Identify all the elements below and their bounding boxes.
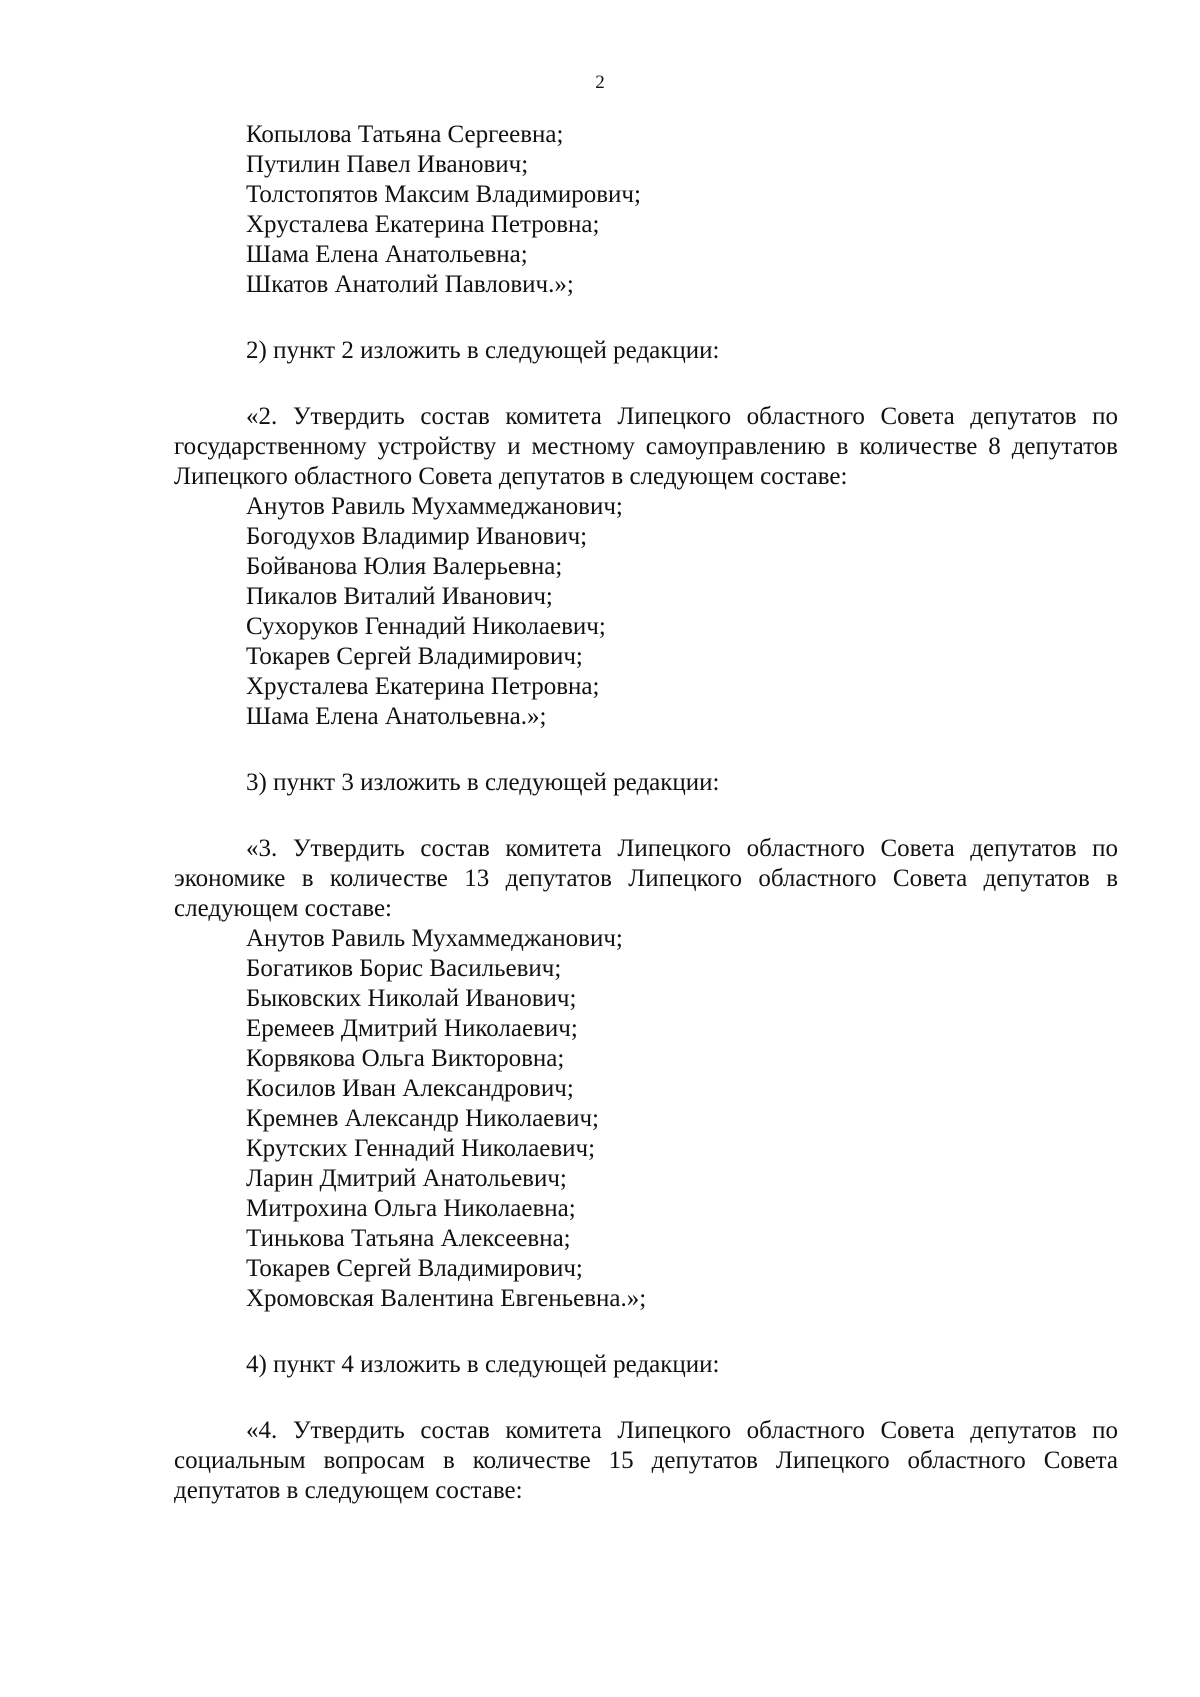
list-item: Косилов Иван Александрович; [246, 1075, 574, 1102]
list-item: Богодухов Владимир Иванович; [246, 523, 588, 550]
list-item: Тинькова Татьяна Алексеевна; [246, 1225, 571, 1252]
list-item: Анутов Равиль Мухаммеджанович; [246, 493, 623, 520]
paragraph-committee-4: «4. Утвердить состав комитета Липецкого областного Совета депутатов по социальным вопросам в количестве 15 депутатов Липецкого областного Совета депутатов в следующем составе: [174, 1417, 1118, 1504]
list-item: Митрохина Ольга Николаевна; [246, 1195, 576, 1222]
list-item: Богатиков Борис Васильевич; [246, 955, 562, 982]
paragraph-committee-3: «3. Утвердить состав комитета Липецкого областного Совета депутатов по экономике в количестве 13 депутатов Липецкого областного Совета депутатов в следующем составе: [174, 835, 1118, 922]
list-item: Кремнев Александр Николаевич; [246, 1105, 599, 1132]
list-item: Ларин Дмитрий Анатольевич; [246, 1165, 567, 1192]
list-item: Шама Елена Анатольевна; [246, 241, 528, 268]
list-item: Токарев Сергей Владимирович; [246, 1255, 583, 1282]
list-item: Анутов Равиль Мухаммеджанович; [246, 925, 623, 952]
page-number: 2 [595, 72, 605, 93]
list-item: Хромовская Валентина Евгеньевна.»; [246, 1285, 647, 1312]
members-list-3 [174, 924, 1118, 1314]
members-list-prev [174, 120, 1118, 300]
members-list-2 [174, 492, 1118, 732]
list-item: Толстопятов Максим Владимирович; [246, 181, 641, 208]
list-item: Токарев Сергей Владимирович; [246, 643, 583, 670]
document-body [174, 120, 1118, 1506]
list-item: Корвякова Ольга Викторовна; [246, 1045, 565, 1072]
list-item: Крутских Геннадий Николаевич; [246, 1135, 596, 1162]
list-item: Копылова Татьяна Сергеевна; [246, 121, 564, 148]
instruction-item-2: 2) пункт 2 изложить в следующей редакции: [246, 337, 720, 364]
list-item: Шама Елена Анатольевна.»; [246, 703, 547, 730]
list-item: Еремеев Дмитрий Николаевич; [246, 1015, 578, 1042]
list-item: Хрусталева Екатерина Петровна; [246, 673, 600, 700]
list-item: Путилин Павел Иванович; [246, 151, 529, 178]
list-item: Пикалов Виталий Иванович; [246, 583, 553, 610]
list-item: Хрусталева Екатерина Петровна; [246, 211, 600, 238]
list-item: Бойванова Юлия Валерьевна; [246, 553, 563, 580]
paragraph-committee-2: «2. Утвердить состав комитета Липецкого областного Совета депутатов по государственному устройству и местному самоуправлению в количестве 8 депутатов Липецкого областного Совета депутатов в следующем составе: [174, 403, 1118, 490]
instruction-item-4: 4) пункт 4 изложить в следующей редакции: [246, 1351, 720, 1378]
list-item: Шкатов Анатолий Павлович.»; [246, 271, 574, 298]
list-item: Быковских Николай Иванович; [246, 985, 577, 1012]
list-item: Сухоруков Геннадий Николаевич; [246, 613, 606, 640]
instruction-item-3: 3) пункт 3 изложить в следующей редакции: [246, 769, 720, 796]
